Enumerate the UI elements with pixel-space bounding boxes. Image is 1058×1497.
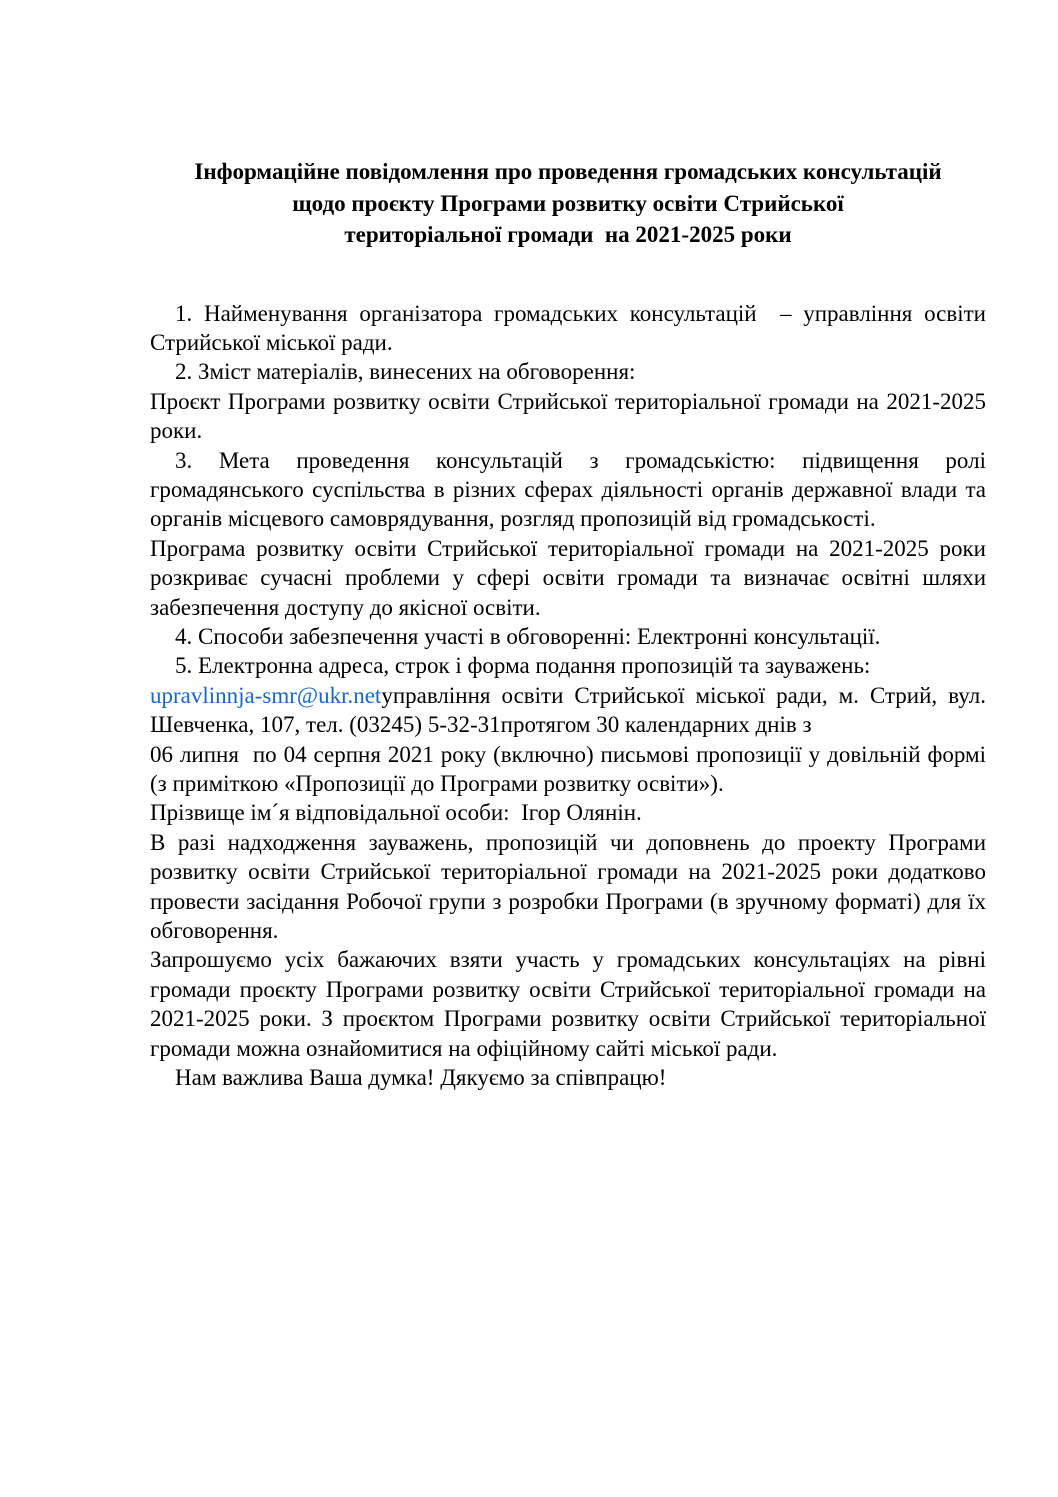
- email-link[interactable]: upravlinnja-smr@ukr.net: [150, 682, 382, 708]
- paragraph-working-group: В разі надходження зауважень, пропозицій чи доповнень до проекту Програми розвитку освіти Стрийської територіальної громади на 2021-2025 роки додатково провести засідання Робочої групи з розробки Програми (в зручному форматі) для їх обговорення.: [150, 829, 992, 944]
- title-line-3: територіальної громади на 2021-2025 роки: [344, 222, 792, 247]
- document-body: [150, 299, 992, 1093]
- paragraph-item-1: 1. Найменування організатора громадських консультацій – управління освіти Стрийської міської ради.: [150, 300, 992, 355]
- paragraph-program-goals: Програма розвитку освіти Стрийської територіальної громади на 2021-2025 роки розкриває сучасні проблеми у сфері освіти громади та визначає освітні шляхи забезпечення доступу до якісної освіти.: [150, 535, 992, 620]
- paragraph-responsible-person: Прізвище ім´я відповідальної особи: Ігор Олянін.: [150, 800, 642, 826]
- title-line-1: Інформаційне повідомлення про проведення громадських консультацій: [194, 159, 942, 184]
- contact-dates-text: 06 липня по 04 серпня 2021 року (включно) письмові пропозиції у довільній формі (з приміткою «Пропозиції до Програми розвитку освіти»).: [150, 741, 992, 796]
- paragraph-item-4: 4. Способи забезпечення участі в обговоренні: Електронні консультації.: [175, 623, 881, 649]
- document-content: [150, 0, 992, 1092]
- paragraph-item-2: 2. Зміст матеріалів, винесених на обговорення:: [175, 359, 636, 385]
- paragraph-closing: Нам важлива Ваша думка! Дякуємо за співпрацю!: [175, 1065, 667, 1091]
- paragraph-contact: [150, 681, 992, 799]
- paragraph-item-5: 5. Електронна адреса, строк і форма подання пропозицій та зауважень:: [175, 653, 871, 679]
- paragraph-project: Проєкт Програми розвитку освіти Стрийської територіальної громади на 2021-2025 роки.: [150, 388, 992, 444]
- contact-details-text: управління освіти Стрийської міської ради, м. Стрий, вул. Шевченка, 107, тел. (03245) 5-32-31протягом 30 календарних днів з: [150, 682, 992, 738]
- paragraph-invitation: Запрошуємо усіх бажаючих взяти участь у громадських консультаціях на рівні громади проєкту Програми розвитку освіти Стрийської територіальної громади на 2021-2025 роки. З проєктом Програми розвитку освіти Стрийської територіальної громади можна ознайомитися на офіційному сайті міської ради.: [150, 947, 992, 1061]
- document-title: [150, 156, 986, 251]
- title-line-2: щодо проєкту Програми розвитку освіти Стрийської: [292, 190, 844, 216]
- paragraph-item-3: 3. Мета проведення консультацій з громадськістю: підвищення ролі громадянського суспільства в різних сферах діяльності органів державної влади та органів місцевого самоврядування, розгляд пропозицій від громадськості.: [150, 447, 992, 532]
